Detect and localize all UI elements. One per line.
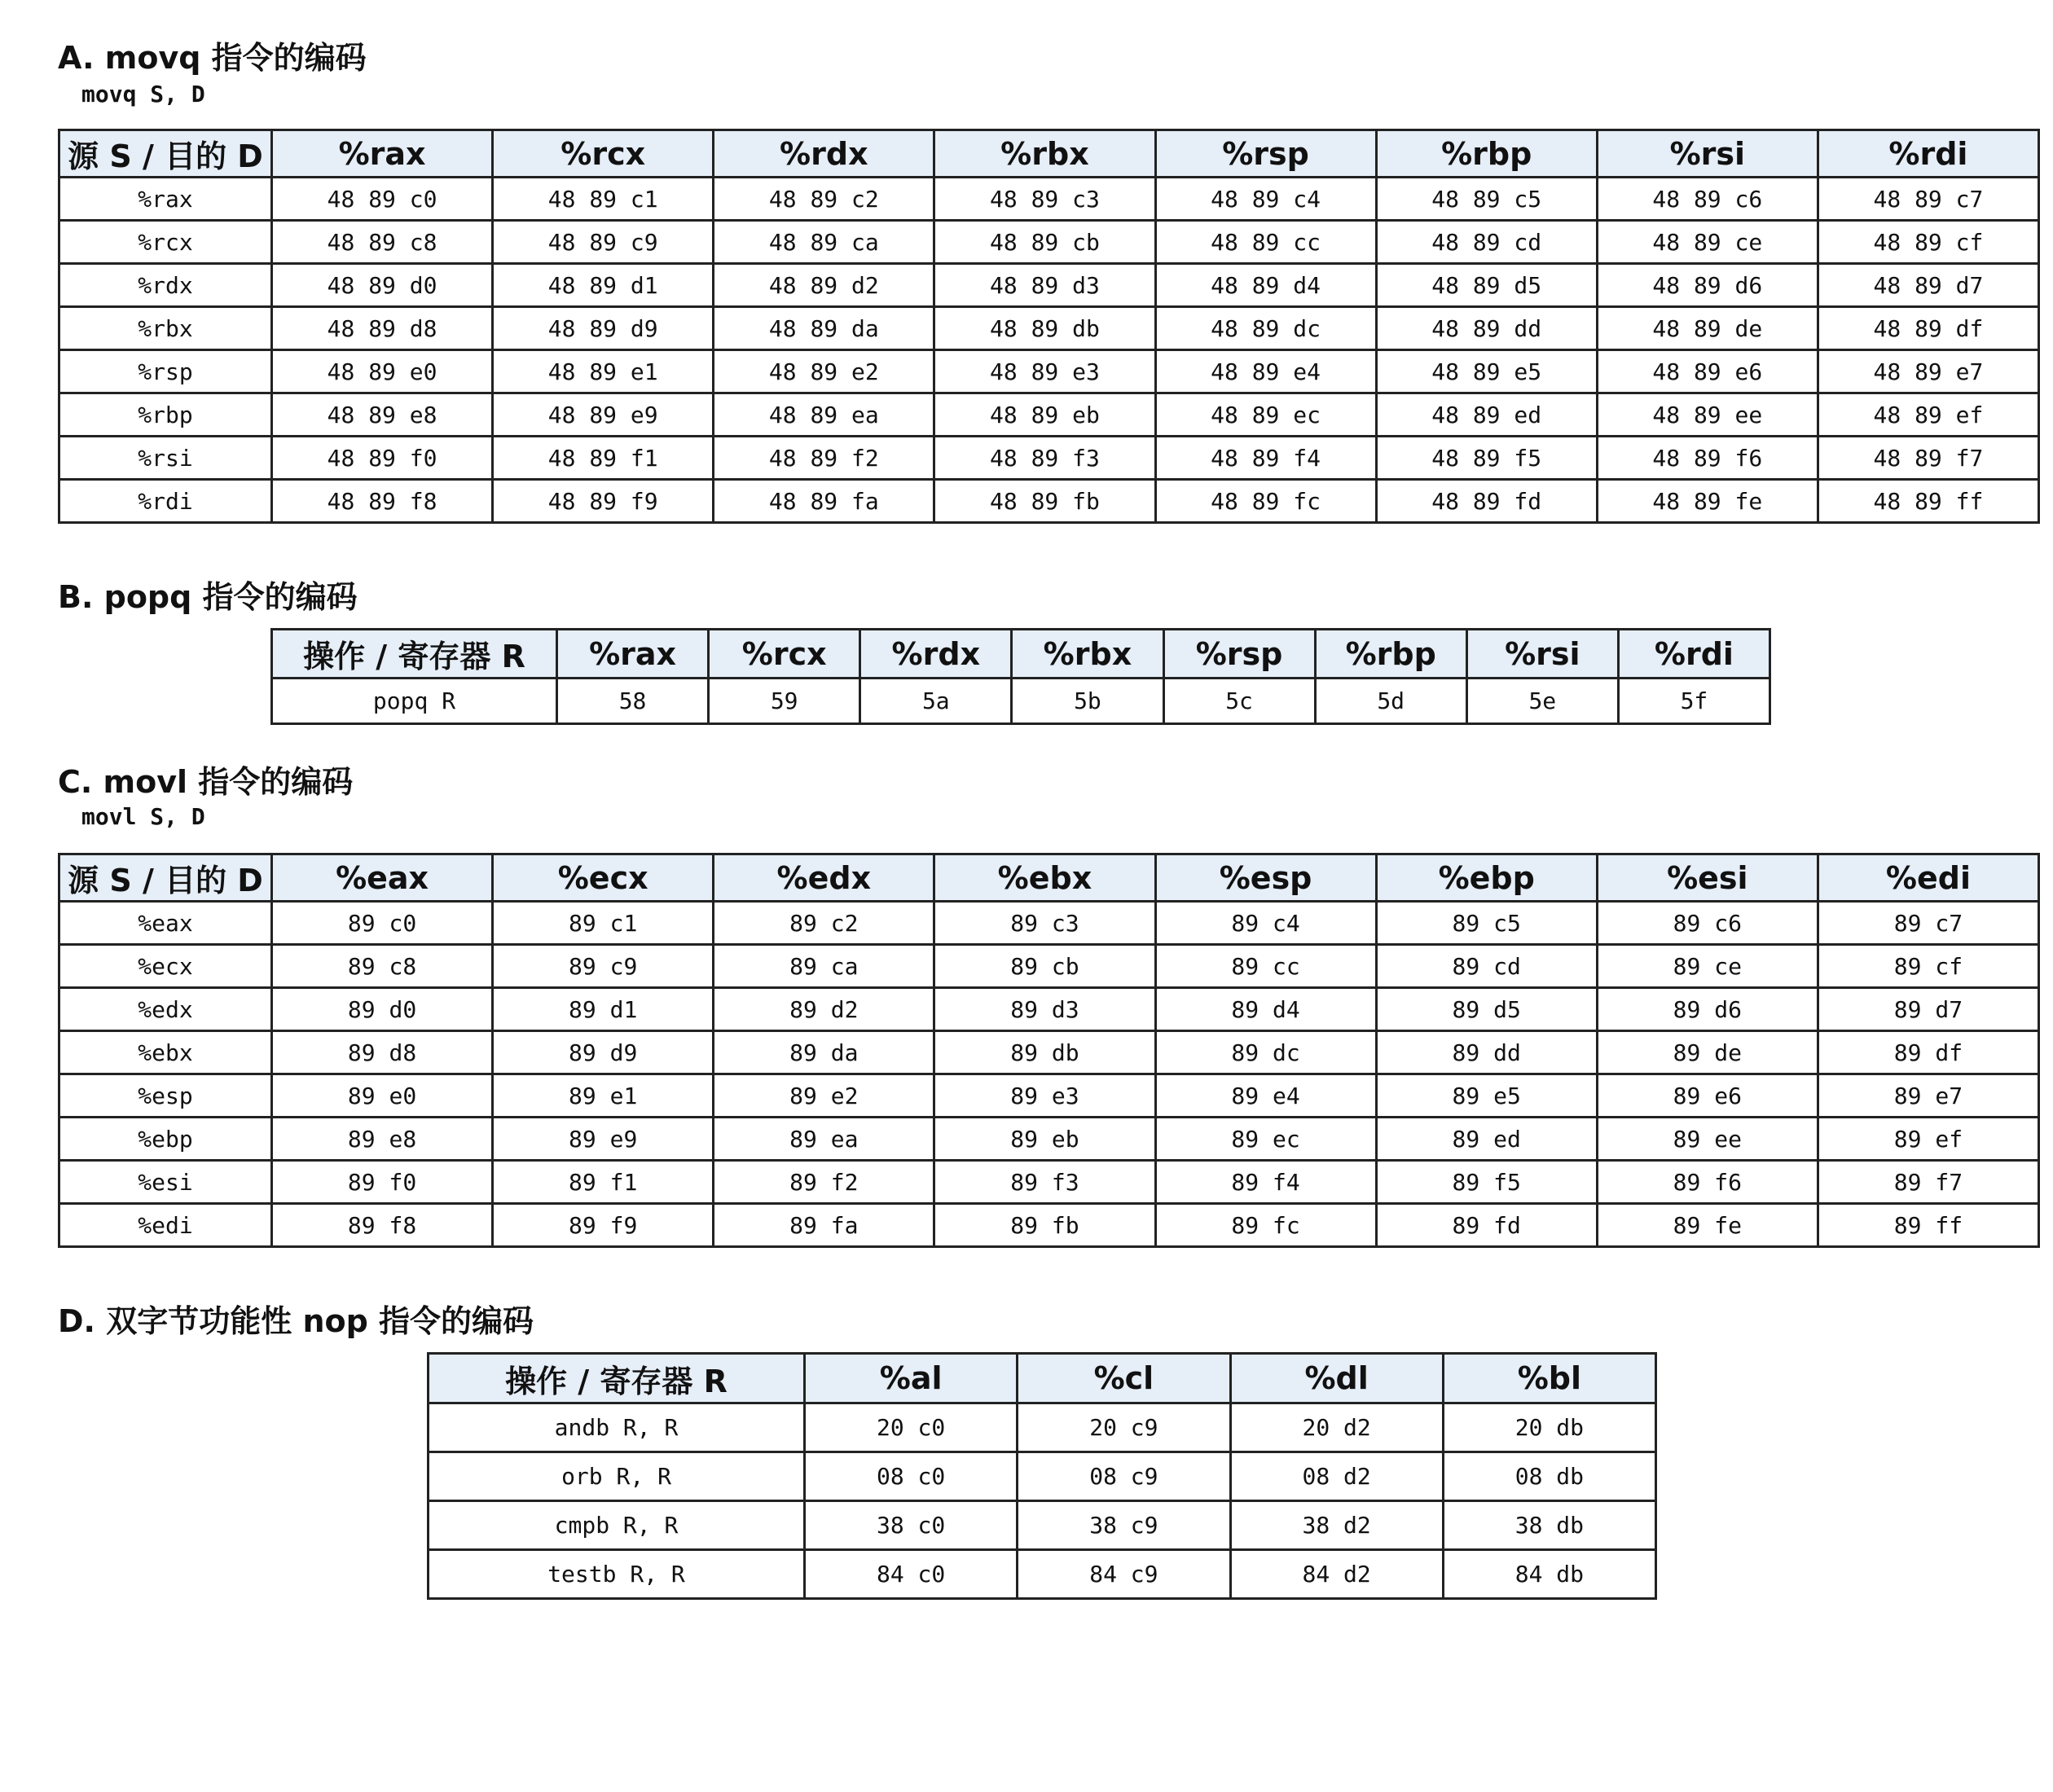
table-row	[59, 1031, 2039, 1074]
encoding-cell: 48 89 c5	[1376, 178, 1597, 221]
encoding-cell: 48 89 d6	[1597, 264, 1818, 307]
column-header: %esp	[1155, 854, 1376, 902]
encoding-cell: 89 db	[934, 1031, 1155, 1074]
encoding-cell: 5e	[1466, 679, 1618, 724]
encoding-cell: 08 c9	[1018, 1452, 1230, 1501]
corner-header: 操作 / 寄存器 R	[272, 630, 557, 679]
table-row	[59, 945, 2039, 988]
encoding-cell: 48 89 d5	[1376, 264, 1597, 307]
row-label: %rcx	[59, 221, 272, 264]
movq-encoding-table	[58, 129, 2040, 524]
encoding-cell: 84 c9	[1018, 1550, 1230, 1599]
encoding-cell: 89 fe	[1597, 1204, 1818, 1247]
column-header: %rdi	[1818, 130, 2038, 178]
encoding-cell: 89 e4	[1155, 1074, 1376, 1118]
encoding-cell: 89 cc	[1155, 945, 1376, 988]
column-header: %eax	[272, 854, 493, 902]
encoding-cell: 89 c4	[1155, 902, 1376, 945]
encoding-cell: 89 eb	[934, 1118, 1155, 1161]
encoding-cell: 20 c0	[805, 1403, 1018, 1452]
encoding-cell: 89 f3	[934, 1161, 1155, 1204]
table-row	[59, 437, 2039, 480]
encoding-cell: 48 89 ec	[1155, 393, 1376, 437]
encoding-cell: 89 df	[1818, 1031, 2038, 1074]
encoding-cell: 89 fc	[1155, 1204, 1376, 1247]
table-row	[59, 1074, 2039, 1118]
encoding-cell: 89 c6	[1597, 902, 1818, 945]
encoding-cell: 48 89 c0	[272, 178, 493, 221]
header-row	[59, 854, 2039, 902]
movl-encoding-table	[58, 853, 2040, 1248]
encoding-cell: 89 da	[714, 1031, 934, 1074]
encoding-cell: 48 89 e6	[1597, 350, 1818, 393]
table-row	[59, 393, 2039, 437]
encoding-cell: 89 c1	[493, 902, 714, 945]
encoding-cell: 89 e5	[1376, 1074, 1597, 1118]
encoding-cell: 48 89 f2	[714, 437, 934, 480]
encoding-cell: 89 e9	[493, 1118, 714, 1161]
encoding-cell: 48 89 ca	[714, 221, 934, 264]
table-row	[429, 1452, 1656, 1501]
encoding-cell: 89 ff	[1818, 1204, 2038, 1247]
encoding-cell: 89 e2	[714, 1074, 934, 1118]
column-header: %rbp	[1315, 630, 1466, 679]
row-label: cmpb R, R	[429, 1501, 805, 1550]
row-label: %edi	[59, 1204, 272, 1247]
nop-encoding-table	[427, 1352, 1657, 1600]
section-b-title: B. popq 指令的编码	[58, 579, 358, 615]
header-row	[59, 130, 2039, 178]
encoding-cell: 48 89 ed	[1376, 393, 1597, 437]
encoding-cell: 48 89 f1	[493, 437, 714, 480]
encoding-cell: 48 89 d4	[1155, 264, 1376, 307]
encoding-cell: 89 cd	[1376, 945, 1597, 988]
encoding-cell: 48 89 f8	[272, 480, 493, 523]
encoding-cell: 48 89 fe	[1597, 480, 1818, 523]
encoding-cell: 48 89 fc	[1155, 480, 1376, 523]
encoding-cell: 48 89 eb	[934, 393, 1155, 437]
encoding-cell: 48 89 db	[934, 307, 1155, 350]
encoding-cell: 48 89 d3	[934, 264, 1155, 307]
row-label: testb R, R	[429, 1550, 805, 1599]
table-row	[59, 1204, 2039, 1247]
encoding-cell: 89 ee	[1597, 1118, 1818, 1161]
encoding-cell: 48 89 d7	[1818, 264, 2038, 307]
encoding-cell: 48 89 dc	[1155, 307, 1376, 350]
encoding-cell: 20 c9	[1018, 1403, 1230, 1452]
header-row	[272, 630, 1770, 679]
encoding-cell: 89 d4	[1155, 988, 1376, 1031]
encoding-cell: 38 d2	[1230, 1501, 1443, 1550]
row-label: %rdx	[59, 264, 272, 307]
column-header: %bl	[1443, 1354, 1655, 1403]
column-header: %edx	[714, 854, 934, 902]
encoding-cell: 89 f0	[272, 1161, 493, 1204]
encoding-cell: 89 d2	[714, 988, 934, 1031]
column-header: %rbx	[1012, 630, 1163, 679]
table-row	[429, 1403, 1656, 1452]
encoding-cell: 08 c0	[805, 1452, 1018, 1501]
encoding-cell: 89 f8	[272, 1204, 493, 1247]
encoding-cell: 48 89 fd	[1376, 480, 1597, 523]
encoding-cell: 89 e0	[272, 1074, 493, 1118]
encoding-cell: 89 d0	[272, 988, 493, 1031]
encoding-cell: 89 d9	[493, 1031, 714, 1074]
encoding-cell: 89 f2	[714, 1161, 934, 1204]
encoding-cell: 89 d3	[934, 988, 1155, 1031]
table-row	[429, 1501, 1656, 1550]
encoding-cell: 89 dc	[1155, 1031, 1376, 1074]
encoding-cell: 48 89 ce	[1597, 221, 1818, 264]
section-a-syntax: movq S, D	[81, 81, 205, 108]
encoding-cell: 89 ce	[1597, 945, 1818, 988]
row-label: %esi	[59, 1161, 272, 1204]
column-header: %rsp	[1163, 630, 1315, 679]
encoding-cell: 89 f5	[1376, 1161, 1597, 1204]
row-label: %ecx	[59, 945, 272, 988]
encoding-cell: 48 89 c4	[1155, 178, 1376, 221]
column-header: %esi	[1597, 854, 1818, 902]
encoding-cell: 89 c9	[493, 945, 714, 988]
encoding-cell: 48 89 f9	[493, 480, 714, 523]
encoding-cell: 5c	[1163, 679, 1315, 724]
encoding-cell: 89 ea	[714, 1118, 934, 1161]
row-label: %edx	[59, 988, 272, 1031]
column-header: %rax	[557, 630, 709, 679]
encoding-cell: 08 db	[1443, 1452, 1655, 1501]
encoding-cell: 89 e8	[272, 1118, 493, 1161]
encoding-cell: 48 89 e8	[272, 393, 493, 437]
encoding-cell: 48 89 e4	[1155, 350, 1376, 393]
encoding-cell: 59	[709, 679, 860, 724]
encoding-cell: 48 89 e0	[272, 350, 493, 393]
corner-header: 源 S / 目的 D	[59, 854, 272, 902]
column-header: %rbx	[934, 130, 1155, 178]
column-header: %rdx	[714, 130, 934, 178]
encoding-cell: 48 89 f0	[272, 437, 493, 480]
encoding-cell: 89 cb	[934, 945, 1155, 988]
encoding-cell: 89 d5	[1376, 988, 1597, 1031]
column-header: %ebp	[1376, 854, 1597, 902]
row-label: %rax	[59, 178, 272, 221]
encoding-cell: 89 f7	[1818, 1161, 2038, 1204]
column-header: %cl	[1018, 1354, 1230, 1403]
section-c-title: C. movl 指令的编码	[58, 764, 354, 800]
encoding-cell: 5f	[1618, 679, 1769, 724]
encoding-cell: 89 e3	[934, 1074, 1155, 1118]
encoding-cell: 48 89 d0	[272, 264, 493, 307]
encoding-cell: 48 89 c6	[1597, 178, 1818, 221]
encoding-cell: 89 f6	[1597, 1161, 1818, 1204]
encoding-cell: 38 c9	[1018, 1501, 1230, 1550]
encoding-cell: 20 db	[1443, 1403, 1655, 1452]
encoding-cell: 89 fa	[714, 1204, 934, 1247]
section-c-syntax: movl S, D	[81, 803, 205, 830]
encoding-cell: 48 89 de	[1597, 307, 1818, 350]
column-header: %rdx	[860, 630, 1012, 679]
encoding-cell: 48 89 d1	[493, 264, 714, 307]
encoding-cell: 48 89 cc	[1155, 221, 1376, 264]
encoding-cell: 48 89 c9	[493, 221, 714, 264]
row-label: orb R, R	[429, 1452, 805, 1501]
encoding-cell: 89 d8	[272, 1031, 493, 1074]
row-label: %eax	[59, 902, 272, 945]
encoding-cell: 84 d2	[1230, 1550, 1443, 1599]
column-header: %rsp	[1155, 130, 1376, 178]
encoding-cell: 89 d7	[1818, 988, 2038, 1031]
encoding-cell: 20 d2	[1230, 1403, 1443, 1452]
column-header: %al	[805, 1354, 1018, 1403]
encoding-cell: 48 89 fb	[934, 480, 1155, 523]
encoding-cell: 48 89 f3	[934, 437, 1155, 480]
column-header: %rdi	[1618, 630, 1769, 679]
row-label: %esp	[59, 1074, 272, 1118]
table-row	[59, 988, 2039, 1031]
encoding-cell: 48 89 c1	[493, 178, 714, 221]
encoding-cell: 48 89 c2	[714, 178, 934, 221]
encoding-cell: 58	[557, 679, 709, 724]
row-label: %ebp	[59, 1118, 272, 1161]
table-row	[272, 679, 1770, 724]
encoding-cell: 89 c8	[272, 945, 493, 988]
column-header: %dl	[1230, 1354, 1443, 1403]
encoding-cell: 48 89 e7	[1818, 350, 2038, 393]
encoding-cell: 5d	[1315, 679, 1466, 724]
row-label: %rbp	[59, 393, 272, 437]
row-label: %rdi	[59, 480, 272, 523]
row-label: %rsp	[59, 350, 272, 393]
row-label: %ebx	[59, 1031, 272, 1074]
column-header: %rsi	[1466, 630, 1618, 679]
column-header: %rcx	[709, 630, 860, 679]
encoding-cell: 48 89 f7	[1818, 437, 2038, 480]
encoding-cell: 48 89 ea	[714, 393, 934, 437]
table-row	[59, 264, 2039, 307]
table-row	[59, 350, 2039, 393]
encoding-cell: 89 ef	[1818, 1118, 2038, 1161]
column-header: %rsi	[1597, 130, 1818, 178]
row-label: andb R, R	[429, 1403, 805, 1452]
encoding-cell: 89 c3	[934, 902, 1155, 945]
encoding-cell: 89 f1	[493, 1161, 714, 1204]
encoding-cell: 89 c5	[1376, 902, 1597, 945]
encoding-cell: 89 ca	[714, 945, 934, 988]
column-header: %edi	[1818, 854, 2038, 902]
encoding-cell: 89 cf	[1818, 945, 2038, 988]
encoding-cell: 89 ec	[1155, 1118, 1376, 1161]
table-row	[59, 307, 2039, 350]
encoding-cell: 48 89 f6	[1597, 437, 1818, 480]
row-label: %rsi	[59, 437, 272, 480]
encoding-cell: 89 f9	[493, 1204, 714, 1247]
encoding-cell: 48 89 d2	[714, 264, 934, 307]
encoding-cell: 48 89 df	[1818, 307, 2038, 350]
encoding-cell: 89 c0	[272, 902, 493, 945]
encoding-cell: 5a	[860, 679, 1012, 724]
encoding-cell: 89 f4	[1155, 1161, 1376, 1204]
header-row	[429, 1354, 1656, 1403]
column-header: %rbp	[1376, 130, 1597, 178]
encoding-cell: 48 89 d9	[493, 307, 714, 350]
encoding-cell: 48 89 cd	[1376, 221, 1597, 264]
encoding-cell: 48 89 fa	[714, 480, 934, 523]
encoding-cell: 48 89 f4	[1155, 437, 1376, 480]
encoding-cell: 48 89 c8	[272, 221, 493, 264]
encoding-cell: 89 dd	[1376, 1031, 1597, 1074]
table-row	[59, 480, 2039, 523]
encoding-cell: 89 d6	[1597, 988, 1818, 1031]
encoding-cell: 48 89 dd	[1376, 307, 1597, 350]
encoding-cell: 89 fb	[934, 1204, 1155, 1247]
encoding-cell: 89 d1	[493, 988, 714, 1031]
column-header: %rcx	[493, 130, 714, 178]
encoding-cell: 48 89 c7	[1818, 178, 2038, 221]
encoding-cell: 89 ed	[1376, 1118, 1597, 1161]
encoding-cell: 48 89 ef	[1818, 393, 2038, 437]
encoding-cell: 48 89 e5	[1376, 350, 1597, 393]
encoding-cell: 89 fd	[1376, 1204, 1597, 1247]
encoding-cell: 48 89 cb	[934, 221, 1155, 264]
encoding-cell: 89 e1	[493, 1074, 714, 1118]
encoding-cell: 84 c0	[805, 1550, 1018, 1599]
encoding-cell: 38 db	[1443, 1501, 1655, 1550]
row-label: %rbx	[59, 307, 272, 350]
encoding-cell: 08 d2	[1230, 1452, 1443, 1501]
column-header: %ebx	[934, 854, 1155, 902]
encoding-cell: 48 89 e2	[714, 350, 934, 393]
encoding-cell: 48 89 d8	[272, 307, 493, 350]
table-row	[59, 178, 2039, 221]
encoding-cell: 48 89 ee	[1597, 393, 1818, 437]
column-header: %rax	[272, 130, 493, 178]
table-row	[429, 1550, 1656, 1599]
encoding-cell: 5b	[1012, 679, 1163, 724]
table-row	[59, 1118, 2039, 1161]
encoding-cell: 84 db	[1443, 1550, 1655, 1599]
encoding-cell: 38 c0	[805, 1501, 1018, 1550]
encoding-cell: 89 c7	[1818, 902, 2038, 945]
encoding-cell: 89 e6	[1597, 1074, 1818, 1118]
encoding-cell: 48 89 ff	[1818, 480, 2038, 523]
row-label: popq R	[272, 679, 557, 724]
corner-header: 操作 / 寄存器 R	[429, 1354, 805, 1403]
encoding-cell: 48 89 c3	[934, 178, 1155, 221]
encoding-cell: 48 89 f5	[1376, 437, 1597, 480]
section-d-title: D. 双字节功能性 nop 指令的编码	[58, 1303, 534, 1339]
table-row	[59, 1161, 2039, 1204]
table-row	[59, 221, 2039, 264]
corner-header: 源 S / 目的 D	[59, 130, 272, 178]
encoding-cell: 89 e7	[1818, 1074, 2038, 1118]
encoding-cell: 89 de	[1597, 1031, 1818, 1074]
encoding-cell: 89 c2	[714, 902, 934, 945]
encoding-cell: 48 89 cf	[1818, 221, 2038, 264]
encoding-cell: 48 89 e9	[493, 393, 714, 437]
popq-encoding-table	[270, 628, 1771, 725]
encoding-cell: 48 89 e1	[493, 350, 714, 393]
column-header: %ecx	[493, 854, 714, 902]
encoding-cell: 48 89 e3	[934, 350, 1155, 393]
section-a-title: A. movq 指令的编码	[58, 40, 367, 76]
table-row	[59, 902, 2039, 945]
encoding-cell: 48 89 da	[714, 307, 934, 350]
